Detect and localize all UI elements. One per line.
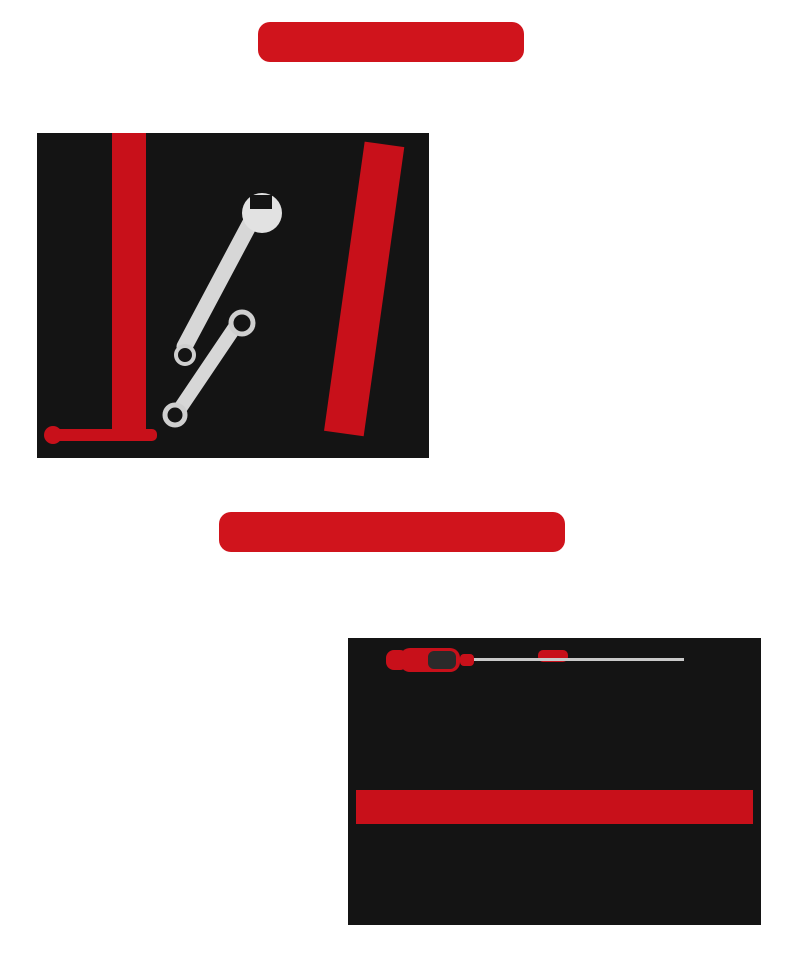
section1-banner [258,22,524,62]
horizontal-screwdriver [386,648,684,672]
ratchet-wrench [165,312,253,427]
red-foam-band [356,790,753,824]
wrench-tray-graphic [37,133,429,458]
screwdriver-tray-graphic [348,638,761,925]
red-foam-strip-right [324,142,404,437]
red-foam-strip-left [112,133,146,438]
screwdriver-tray-image [348,638,761,925]
wrench-tray-image [37,133,429,458]
section2-banner [219,512,565,552]
